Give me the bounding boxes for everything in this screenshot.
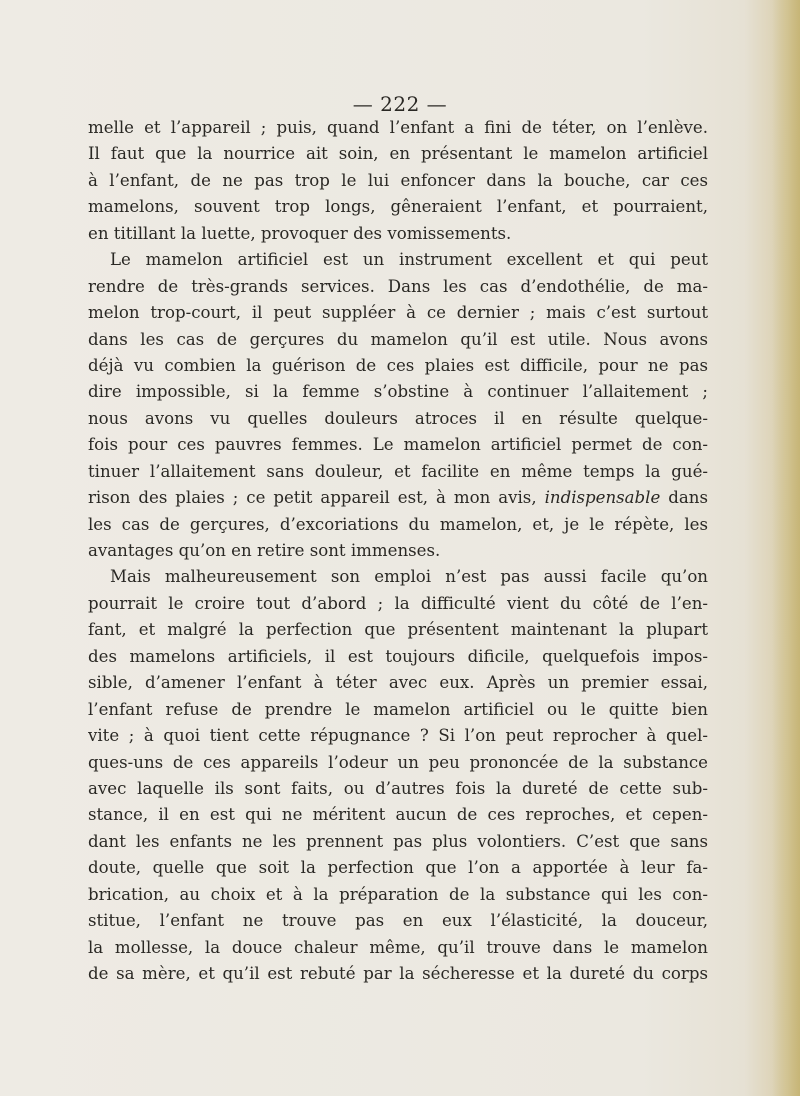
text-line: à l’enfant, de ne pas trop le lui enfoncer dans la bouche, car ces	[88, 170, 708, 190]
text-line: déjà vu combien la guérison de ces plaies est difficile, pour ne pas	[88, 355, 708, 375]
text-line: fant, et malgré la perfection que présentent maintenant la plupart	[88, 620, 708, 640]
text-line: Le mamelon artificiel est un instrument excellent et qui peut	[110, 250, 708, 270]
text-line: sible, d’amener l’enfant à téter avec eux. Après un premier essai,	[88, 673, 708, 693]
text-line: Mais malheureusement son emploi n’est pas aussi facile qu’on	[110, 567, 708, 587]
line-suffix: dans	[668, 488, 708, 508]
text-line: fois pour ces pauvres femmes. Le mamelon artificiel permet de con-	[88, 435, 708, 455]
text-line: dire impossible, si la femme s’obstine à continuer l’allaitement ;	[88, 382, 708, 402]
italic-word: indispensable	[544, 488, 661, 508]
line-prefix: rison des plaies ; ce petit appareil est, à mon avis,	[88, 488, 537, 508]
text-line: nous avons vu quelles douleurs atroces il en résulte quelque-	[88, 408, 708, 428]
page-edge-shadow	[772, 0, 800, 1096]
text-line: vite ; à quoi tient cette répugnance ? Si l’on peut reprocher à quel-	[88, 726, 708, 746]
text-line: stitue, l’enfant ne trouve pas en eux l’élasticité, la douceur,	[88, 911, 708, 931]
text-line: rendre de très-grands services. Dans les cas d’endothélie, de ma-	[88, 276, 708, 296]
text-line: doute, quelle que soit la perfection que l’on a apportée à leur fa-	[88, 858, 708, 878]
text-line: tinuer l’allaitement sans douleur, et facilite en même temps la gué-	[88, 461, 708, 481]
text-line-with-italic	[88, 485, 708, 511]
text-line: ques-uns de ces appareils l’odeur un peu prononcée de la substance	[88, 752, 708, 772]
text-line: de sa mère, et qu’il est rebuté par la sécheresse et la dureté du corps	[88, 964, 708, 983]
text-line: brication, au choix et à la préparation de la substance qui les con-	[88, 884, 708, 904]
text-line: mamelons, souvent trop longs, gêneraient l’enfant, et pourraient,	[88, 197, 708, 217]
text-line: dant les enfants ne les prennent pas plus volontiers. C’est que sans	[88, 831, 708, 851]
text-line: pourrait le croire tout d’abord ; la difficulté vient du côté de l’en-	[88, 593, 708, 613]
body-text	[88, 115, 708, 987]
text-line: dans les cas de gerçures du mamelon qu’il est utile. Nous avons	[88, 329, 708, 349]
page-number-header: — 222 —	[352, 92, 448, 116]
text-line: les cas de gerçures, d’excoriations du mamelon, et, je le répète, les	[88, 514, 708, 534]
text-line: avantages qu’on en retire sont immenses.	[88, 541, 441, 560]
text-line: melle et l’appareil ; puis, quand l’enfant a fini de téter, on l’enlève.	[88, 118, 708, 137]
text-line: des mamelons artificiels, il est toujours dificile, quelquefois impos-	[88, 646, 708, 666]
text-line: la mollesse, la douce chaleur même, qu’il trouve dans le mamelon	[88, 937, 708, 957]
text-line: Il faut que la nourrice ait soin, en présentant le mamelon artificiel	[88, 144, 708, 164]
text-line: en titillant la luette, provoquer des vomissements.	[88, 223, 512, 243]
text-line: avec laquelle ils sont faits, ou d’autres fois la dureté de cette sub-	[88, 778, 708, 798]
text-line: stance, il en est qui ne méritent aucun de ces reproches, et cepen-	[88, 805, 708, 825]
text-line: l’enfant refuse de prendre le mamelon artificiel ou le quitte bien	[88, 699, 708, 719]
text-line: melon trop-court, il peut suppléer à ce dernier ; mais c’est surtout	[88, 303, 708, 323]
